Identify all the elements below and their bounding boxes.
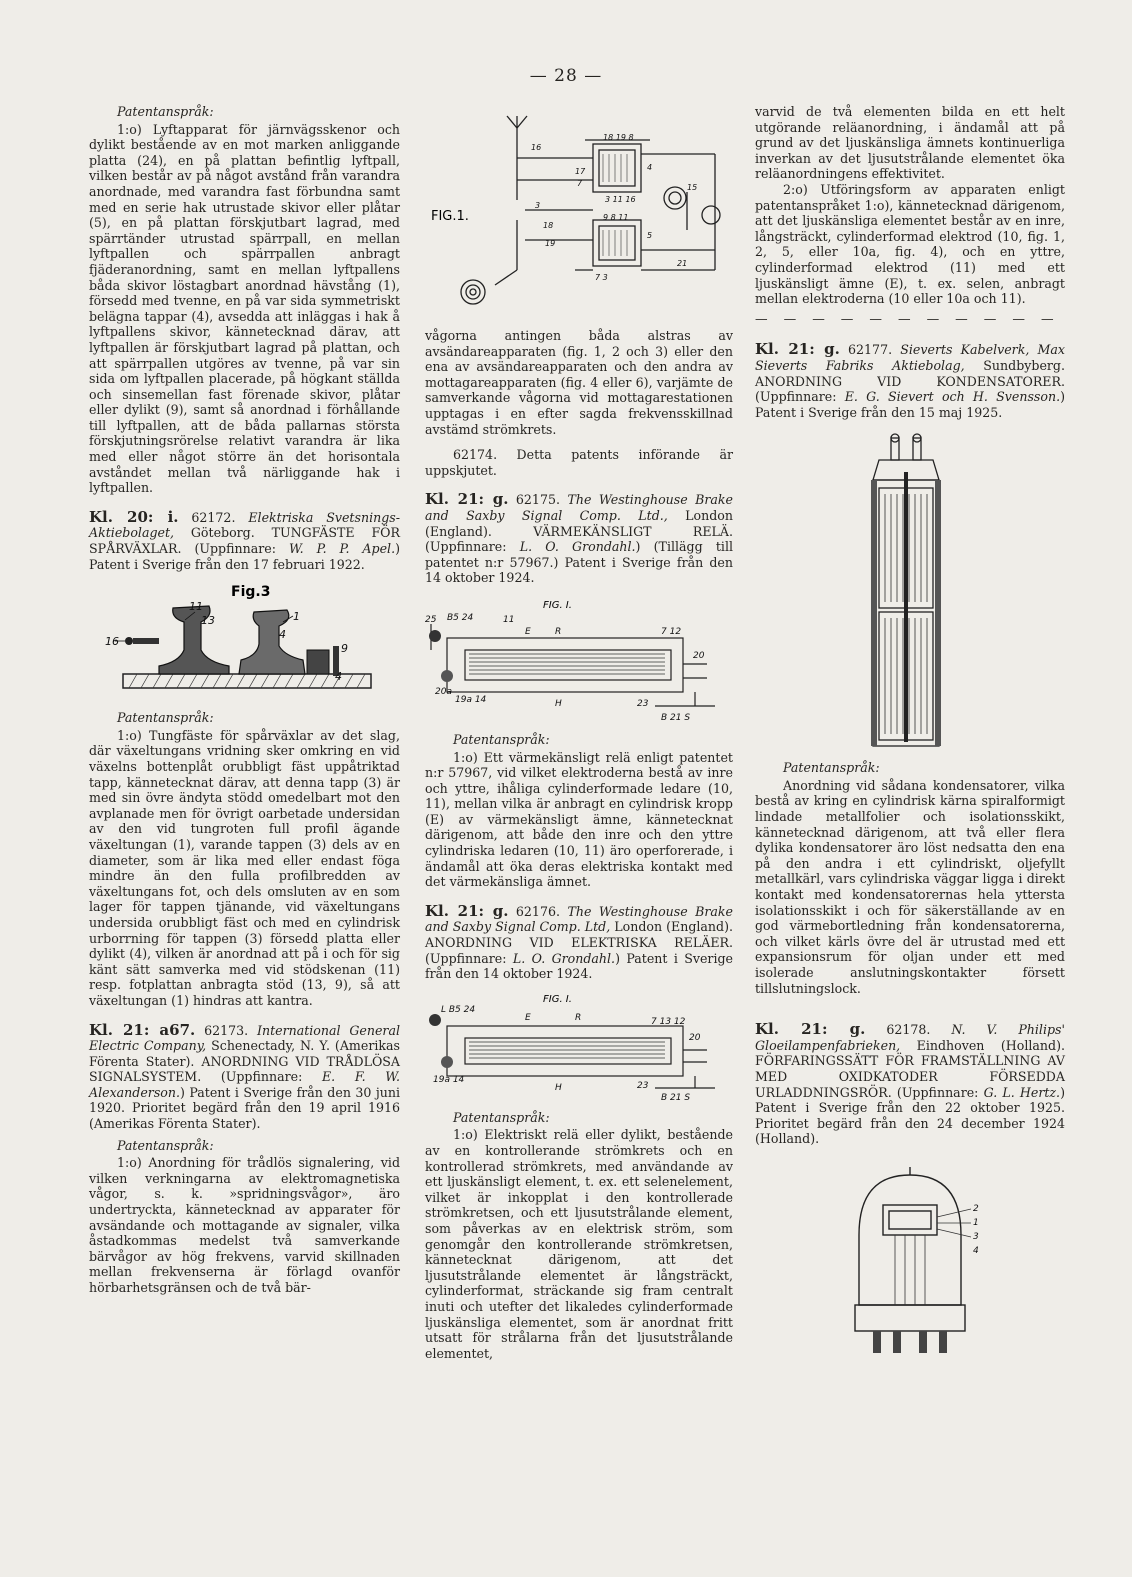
page-number: — 28 — — [529, 66, 603, 86]
svg-text:4: 4 — [973, 1245, 979, 1256]
svg-text:B5 24: B5 24 — [447, 612, 474, 623]
svg-text:18 19 8: 18 19 8 — [603, 133, 634, 142]
svg-text:21: 21 — [677, 259, 688, 268]
claim-text: 1:o) Elektriskt relä eller dylikt, bestående av en kontrollerande strömkrets och en kontrollerad strömkrets, med användande av ett ljuskänsligt element, t. ex. ett selenelement, vilket är inkopplat i den kontrollerade strömkretsen, och ett ljusutstrålande element, som påverkas av en elektrisk ström, som genomgår den kontrollerande strömkretsen, kännetecknat därigenom, att det ljusutstrålande elementet är långsträckt, cylinderformat, sträckande sig fram centralt inuti och utefter det likaledes cylinderformade ljuskänsliga elementet, som är anordnat fritt utsatt för strålarna från det ljusutstrålande elementet, — [425, 1127, 733, 1361]
column-right — [755, 104, 1065, 1355]
patent-details: London (England). VÄRMEKÄNSLIGT RELÄ. (Uppfinnare: — [425, 507, 733, 555]
svg-text:3 11 16: 3 11 16 — [605, 195, 636, 204]
continued-text: varvid de två elementen bilda en ett helt utgörande reläanordning, i ändamål att på grund av det ljuskänsliga ämnets kontinuerliga inverkan av det ljusutstrålande elementet öka reläanordningens effektivitet. — [755, 104, 1065, 182]
svg-text:L B5 24: L B5 24 — [441, 1004, 476, 1015]
patent-number: 62173. — [204, 1022, 249, 1038]
thermal-relay-figure — [425, 594, 725, 724]
svg-text:20a: 20a — [435, 686, 452, 697]
claim-text: 1:o) Tungfäste för spårväxlar av det slag, där växeltungans vridning sker omkring en vid växelns bottenplåt orubbligt fäst uppåtriktad tapp, kännetecknat därav, att denna tapp (3) är med sin övre ändyta stödd omedelbart mot den avplanade men för övrigt oarbetade undersidan av den vid tungroten full profil ägande växeltungan (1), varande tappen (3) dels av en diameter, som är lika med eller endast föga mindre än den fulla profilbredden av växeltungans fot, och dels omsluten av en som lager för tappen tjänande, vid växeltungans undersida orubbligt fäst och med en cylindrisk urborrning för tappen (3) försedd platta eller dylikt (4), vilken är anordnad att på i och för sig känt sätt samverka med vid stödskenan (11) resp. fotplattan anbragta stöd (13, 9), så att växeltungan (1) hindras att kantra. — [89, 727, 400, 1008]
patent-number: 62176. — [515, 903, 560, 919]
svg-text:19a 14: 19a 14 — [455, 694, 487, 705]
electric-relay-figure — [425, 990, 725, 1102]
svg-text:15: 15 — [687, 183, 698, 192]
patent-details: ) Patent i Sverige från den 15 maj 1925. — [755, 389, 1065, 420]
figure-label: FIG.1. — [431, 209, 469, 224]
patent-owner: The Westinghouse Brake and Saxby Signal Comp. Ltd, — [425, 903, 734, 935]
patent-inventor: W. P. P. Apel. — [288, 541, 396, 557]
separator-dashes: — — — — — — — — — — — — [755, 310, 1060, 326]
claims-heading: Patentanspråk: — [117, 104, 214, 119]
patent-details: ) Patent i Sverige från den 14 oktober 1924. — [425, 950, 733, 982]
svg-text:7 13 12: 7 13 12 — [651, 1016, 686, 1027]
svg-text:11: 11 — [503, 614, 515, 625]
svg-text:1: 1 — [973, 1217, 979, 1228]
patent-inventor: E. G. Sievert och H. Svensson. — [844, 389, 1061, 405]
patent-entry-62172 — [89, 507, 400, 572]
svg-text:7: 7 — [577, 179, 583, 188]
svg-text:16: 16 — [531, 143, 542, 152]
svg-text:E: E — [525, 626, 531, 637]
svg-text:E: E — [525, 1012, 531, 1023]
svg-text:23: 23 — [637, 698, 649, 709]
svg-text:19: 19 — [545, 239, 556, 248]
svg-text:11: 11 — [189, 600, 203, 614]
patent-details: ) Patent i Sverige från den 17 februari 1922. — [89, 541, 400, 572]
patent-owner: Elektriska Svetsnings-Aktiebolaget, — [89, 509, 400, 541]
patent-details: London (England). ANORDNING VID ELEKTRISKA RELÄER. (Uppfinnare: — [425, 919, 734, 966]
svg-text:9: 9 — [341, 642, 348, 656]
svg-text:3: 3 — [535, 201, 541, 210]
patent-owner: Sieverts Kabelverk, Max Sieverts Fabriks Aktiebolag, — [755, 342, 1065, 373]
patent-details: Eindhoven (Holland). FÖRFARINGSSÄTT FÖR FRAMSTÄLLNING AV MED OXIDKATODER FÖRSEDDA URLADDNINGSRÖR. (Uppfinnare: — [755, 1037, 1065, 1100]
svg-text:18: 18 — [543, 221, 554, 230]
patent-number: 62172. — [191, 509, 236, 525]
class-heading: Kl. 21: g. — [425, 490, 509, 509]
patent-entry-62176 — [425, 901, 734, 982]
patent-number: 62178. — [886, 1022, 931, 1038]
patent-owner: International General Electric Company, — [89, 1022, 400, 1054]
column-middle — [425, 110, 733, 1361]
patent-owner: The Westinghouse Brake and Saxby Signal Comp. Ltd., — [425, 492, 734, 523]
class-heading: Kl. 20: i. — [89, 507, 179, 526]
patent-details: ) Patent i Sverige från den 30 juni 1920. Prioritet begärd från den 19 april 1916 (Amerikas Förenta Stater). — [89, 1084, 400, 1132]
patent-number: 62175. — [515, 492, 560, 508]
svg-text:R: R — [575, 1012, 582, 1023]
svg-text:25: 25 — [425, 614, 437, 625]
class-heading: Kl. 21: g. — [425, 901, 509, 920]
svg-text:7 12: 7 12 — [661, 626, 682, 637]
figure-label: Fig.3 — [231, 584, 271, 601]
capacitor-figure — [755, 432, 1065, 752]
claims-heading: Patentanspråk: — [117, 710, 214, 726]
class-heading: Kl. 21: a67. — [89, 1020, 196, 1039]
patent-inventor: L. O. Grondahl. — [519, 539, 636, 555]
claims-heading: Patentanspråk: — [453, 1109, 550, 1125]
patent-details: ) (Tillägg till patentet n:r 57967.) Patent i Sverige från den 14 oktober 1924. — [425, 539, 733, 586]
svg-text:9 8 11: 9 8 11 — [603, 213, 629, 222]
class-heading: Kl. 21: g. — [755, 1020, 866, 1039]
svg-text:16: 16 — [105, 635, 119, 649]
continued-text: vågorna antingen båda alstras av avsändareapparaten (fig. 1, 2 och 3) eller den ena av avsändareapparaten och den andra av mottagareapparaten (fig. 4 eller 6), varjämte de samverkande vågorna vid mottagarestationen upptagas i en efter sagda frekvensskillnad avstämd strömkrets. — [425, 328, 733, 437]
patent-note-62174: 62174. Detta patents införande är uppskjutet. — [425, 447, 733, 478]
svg-text:7 3: 7 3 — [595, 273, 608, 282]
patent-entry-62175 — [425, 492, 733, 586]
claims-heading: Patentanspråk: — [453, 731, 550, 747]
class-heading: Kl. 21: g. — [755, 340, 840, 359]
svg-text:13: 13 — [201, 614, 215, 628]
svg-text:20: 20 — [689, 1032, 701, 1043]
claim-text: Anordning vid sådana kondensatorer, vilka bestå av kring en cylindrisk kärna spiralformigt lindade metallfolier och isolationsskikt, kännetecknad därigenom, att två eller flera dylika kondensatorer äro löst nedsatta den ena på den andra i ett cylindriskt, oljefyllt metallkärl, vars cylindriska väggar ligga i direkt kontakt med kondensatorernas hela yttersta isolationsskikt i och för säkerställande av en god värmebortledning från kondensatorerna, och vilket kärls övre del är utrustad med ett expansionsrum för oljan under ett med isolerade anslutningskontakter försett tillslutningslock. — [755, 777, 1065, 996]
claims-heading: Patentanspråk: — [117, 1137, 214, 1153]
patent-inventor: G. L. Hertz. — [983, 1084, 1061, 1100]
discharge-tube-figure — [755, 1165, 1065, 1355]
svg-text:3: 3 — [973, 1231, 979, 1242]
claim-text: 2:o) Utföringsform av apparaten enligt patentanspråket 1:o), kännetecknad därigenom, att det ljuskänsliga elementet består av en inre, långsträckt, cylinderformad elektrod (10, fig. 1, 2, 5, eller 10a, fig. 4), och en yttre, cylinderformad elektrod (11) med ett ljuskänsligt ämne (E), t. ex. selen, anbragt mellan elektroderna (10 eller 10a och 11). — [755, 181, 1065, 307]
svg-text:23: 23 — [637, 1080, 649, 1091]
claim-text: 1:o) Anordning för trådlös signalering, vid vilken verkningarna av elektromagnetiska vågor, s. k. »spridningsvågor», äro undertryckta, kännetecknad av apparater för avsändande och mottagande av signaler, vilka åstadkommas medelst två samverkande bärvågor av hög frekvens, varvid skillnaden mellan frekvenserna är förlagd ovanför hörbarhetsgränsen och de två bär- — [89, 1155, 400, 1295]
claim-text: 1:o) Ett värmekänsligt relä enligt patentet n:r 57967, vid vilket elektroderna bestå av inre och yttre, ihåliga cylinderformade ledare (10, 11), mellan vilka är anbragt en cylindrisk kropp (E) av värmekänsligt ämne, kännetecknat därigenom, att både den inre och den yttre cylindriska ledaren (10, 11) äro operforerade, i ändamål att öka deras elektriska kontakt med det värmekänsliga ämnet. — [425, 749, 733, 890]
radio-circuit-figure — [425, 110, 733, 320]
svg-text:5: 5 — [647, 231, 653, 240]
figure-label: FIG. I. — [543, 599, 572, 611]
svg-text:1: 1 — [293, 610, 300, 624]
svg-text:4: 4 — [279, 628, 286, 642]
column-left — [89, 104, 400, 1296]
rail-switch-figure — [89, 580, 400, 702]
patent-number: 62177. — [848, 342, 893, 358]
patent-entry-62178 — [755, 1022, 1065, 1147]
patent-owner: N. V. Philips' Gloeilampenfabrieken, — [755, 1022, 1065, 1053]
patent-entry-62173 — [89, 1020, 400, 1132]
patent-inventor: E. F. W. Alexanderson. — [89, 1069, 400, 1100]
patent-details: Schenectady, N. Y. (Amerikas Förenta Stater). ANORDNING VID TRÅDLÖSA SIGNALSYSTEM. (Uppfinnare: — [89, 1038, 400, 1085]
svg-text:4: 4 — [647, 163, 653, 172]
svg-text:B 21 S: B 21 S — [661, 1092, 691, 1102]
svg-text:20: 20 — [693, 650, 705, 661]
patent-details: Göteborg. TUNGFÄSTE FÖR SPÅRVÄXLAR. (Uppfinnare: — [89, 525, 400, 557]
patent-inventor: L. O. Grondahl. — [512, 950, 616, 966]
svg-text:H: H — [555, 1082, 562, 1093]
patent-entry-62177 — [755, 342, 1065, 420]
patent-details: Sundbyberg. ANORDNING VID KONDENSATORER. (Uppfinnare: — [755, 357, 1065, 405]
svg-text:R: R — [555, 626, 562, 637]
svg-text:2: 2 — [973, 1203, 979, 1214]
claim-text: 1:o) Lyftapparat för järnvägsskenor och dylikt bestående av en mot marken anliggande platta (24), en på plattan befintlig lyftpall, vilken består av på något avstånd från varandra anordnade, med varandra fast förbundna samt med en serie hak utrustade skivor eller plåtar (5), en på plattan förskjutbart lagrad, med spärrtänder utrustad spärrpall, en mellan lyftpallen och spärrpallen anbragt fjäderanordning, samt en mellan lyftpallens båda skivor löstagbart anordnad hävstång (1), försedd med tvenne, en på var sida symmetriskt belägna tappar (4), avsedda att inläggas i hak å lyftpallens skivor, kännetecknad därav, att lyftpallen är förskjutbart lagrad på plattan, och att spärrpallen utgöres av tvenne, på var sin sida om lyftpallen placerade, på högkant ställda och sinsemellan fast förenade skivor, plåtar eller dylikt (9), samt så anordnad i förhållande till lyftpallen, att de båda pallarnas största förskjutningsrörelse relativt varandra är lika med eller något större än det horisontala avståndet mellan två närliggande hak i lyftpallen. — [89, 121, 400, 496]
patent-details: ) Patent i Sverige från den 22 oktober 1925. Prioritet begärd från den 24 december 1924 (Holland). — [755, 1084, 1065, 1147]
svg-text:19a 14: 19a 14 — [433, 1074, 465, 1085]
svg-text:B 21 S: B 21 S — [661, 712, 691, 723]
svg-text:H: H — [555, 698, 562, 709]
svg-text:17: 17 — [575, 167, 586, 176]
figure-label: FIG. I. — [543, 993, 572, 1005]
claims-heading: Patentanspråk: — [783, 760, 880, 776]
svg-text:4: 4 — [335, 670, 342, 684]
